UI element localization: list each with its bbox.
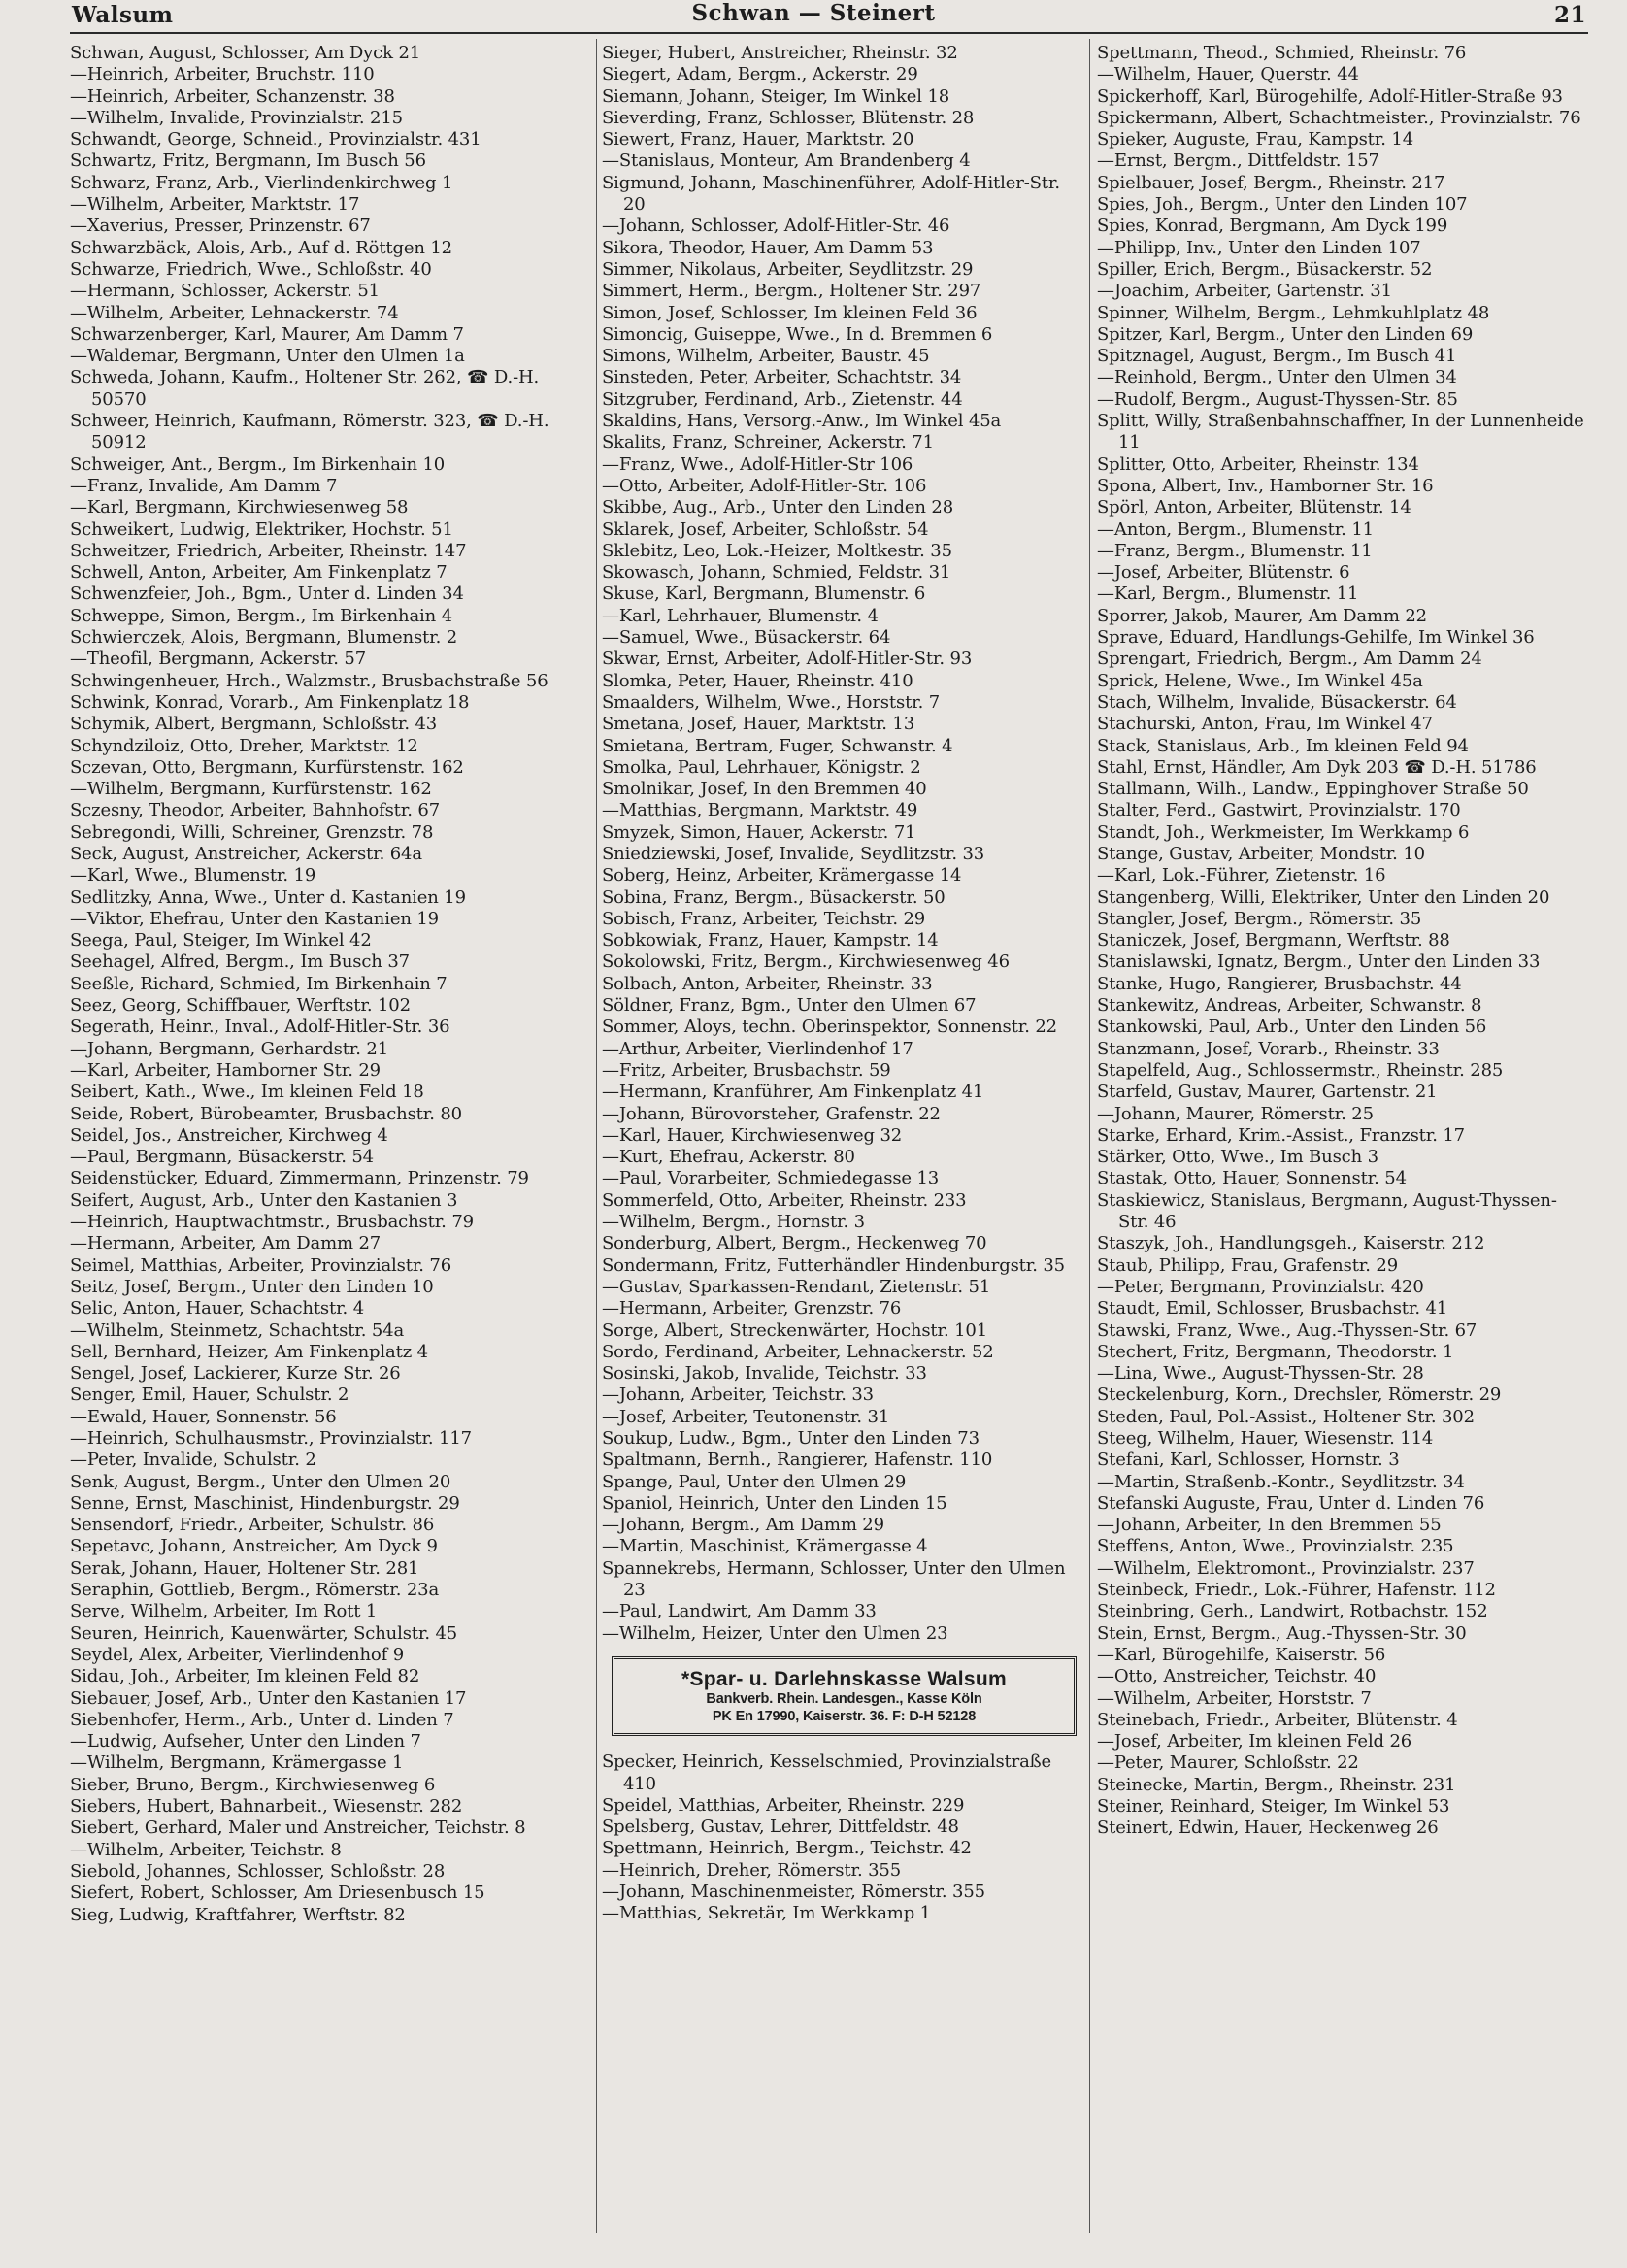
directory-entry: —Hermann, Kranführer, Am Finkenplatz 41 [602, 1082, 984, 1103]
directory-entry: —Rudolf, Bergm., August-Thyssen-Str. 85 [1097, 388, 1458, 410]
directory-entry: Siegert, Adam, Bergm., Ackerstr. 29 [602, 64, 918, 85]
directory-entry: —Paul, Vorarbeiter, Schmiedegasse 13 [602, 1168, 940, 1189]
directory-entry: —Karl, Bürogehilfe, Kaiserstr. 56 [1097, 1644, 1386, 1665]
directory-entry: Schweitzer, Friedrich, Arbeiter, Rheinstr. 147 [70, 540, 467, 561]
directory-entry: —Theofil, Bergmann, Ackerstr. 57 [70, 649, 367, 670]
directory-entry: —Karl, Bergmann, Kirchwiesenweg 58 [70, 497, 409, 518]
directory-entry: —Johann, Schlosser, Adolf-Hitler-Str. 46 [602, 216, 950, 237]
directory-entry: Seez, Georg, Schiffbauer, Werftstr. 102 [70, 995, 411, 1017]
directory-entry: Skowasch, Johann, Schmied, Feldstr. 31 [602, 562, 951, 584]
directory-entry: —Ernst, Bergm., Dittfeldstr. 157 [1097, 150, 1379, 172]
directory-entry: Starke, Erhard, Krim.-Assist., Franzstr. 17 [1097, 1124, 1465, 1146]
directory-entry: Stallmann, Wilh., Landw., Eppinghover Straße 50 [1097, 779, 1529, 800]
directory-entry: Seide, Robert, Bürobeamter, Brusbachstr. 80 [70, 1103, 462, 1124]
directory-entry: Stechert, Fritz, Bergmann, Theodorstr. 1 [1097, 1341, 1454, 1362]
directory-entry: —Viktor, Ehefrau, Unter den Kastanien 19 [70, 908, 439, 929]
directory-entry: Splitt, Willy, Straßenbahnschaffner, In der Lunnenheide 11 [1097, 411, 1584, 453]
directory-entry: Sklebitz, Leo, Lok.-Heizer, Moltkestr. 35 [602, 540, 952, 561]
directory-entry: Staudt, Emil, Schlosser, Brusbachstr. 41 [1097, 1298, 1448, 1319]
directory-entry: Skaldins, Hans, Versorg.-Anw., Im Winkel 45a [602, 411, 1002, 432]
directory-entry: Stefani, Karl, Schlosser, Hornstr. 3 [1097, 1450, 1400, 1471]
directory-entry: Sitzgruber, Ferdinand, Arb., Zietenstr. 44 [602, 388, 963, 410]
directory-entry: Seimel, Matthias, Arbeiter, Provinzialstr. 76 [70, 1254, 452, 1276]
column-divider [596, 39, 597, 2233]
directory-entry: Spona, Albert, Inv., Hamborner Str. 16 [1097, 475, 1434, 496]
directory-entry: —Kurt, Ehefrau, Ackerstr. 80 [602, 1147, 855, 1168]
page-number: 21 [1553, 2, 1586, 28]
directory-entry: —Josef, Arbeiter, Teutonenstr. 31 [602, 1406, 890, 1427]
directory-entry: Standt, Joh., Werkmeister, Im Werkkamp 6 [1097, 821, 1470, 843]
directory-entry: Siebert, Gerhard, Maler und Anstreicher, Teichstr. 8 [70, 1818, 526, 1839]
directory-entry: Spieker, Auguste, Frau, Kampstr. 14 [1097, 129, 1413, 150]
directory-entry: —Martin, Straßenb.-Kontr., Seydlitzstr. 34 [1097, 1471, 1465, 1492]
directory-entry: —Joachim, Arbeiter, Gartenstr. 31 [1097, 281, 1392, 302]
directory-entry: —Franz, Wwe., Adolf-Hitler-Str 106 [602, 453, 913, 475]
directory-entry: —Peter, Invalide, Schulstr. 2 [70, 1450, 316, 1471]
directory-entry: Spange, Paul, Unter den Ulmen 29 [602, 1471, 907, 1492]
directory-entry: —Ludwig, Aufseher, Unter den Linden 7 [70, 1731, 421, 1752]
directory-entry: Schwan, August, Schlosser, Am Dyck 21 [70, 43, 421, 63]
directory-entry: —Karl, Arbeiter, Hamborner Str. 29 [70, 1059, 381, 1081]
directory-entry: —Johann, Maurer, Römerstr. 25 [1097, 1103, 1374, 1124]
directory-entry: Sklarek, Josef, Arbeiter, Schloßstr. 54 [602, 518, 929, 540]
directory-entry: Schwarze, Friedrich, Wwe., Schloßstr. 40 [70, 258, 432, 280]
directory-entry: Schweer, Heinrich, Kaufmann, Römerstr. 323, ☎ D.-H. 50912 [70, 411, 549, 453]
advertisement-box [612, 1656, 1077, 1736]
directory-entry: —Matthias, Bergmann, Marktstr. 49 [602, 800, 918, 821]
directory-entry: —Peter, Maurer, Schloßstr. 22 [1097, 1752, 1359, 1774]
directory-entry: Skwar, Ernst, Arbeiter, Adolf-Hitler-Str. 93 [602, 649, 973, 670]
directory-entry: —Lina, Wwe., August-Thyssen-Str. 28 [1097, 1363, 1424, 1384]
directory-entry: —Wilhelm, Bergmann, Kurfürstenstr. 162 [70, 779, 432, 800]
directory-entry: Seidel, Jos., Anstreicher, Kirchweg 4 [70, 1124, 388, 1146]
directory-entry: Senger, Emil, Hauer, Schulstr. 2 [70, 1384, 349, 1406]
directory-entry: Skalits, Franz, Schreiner, Ackerstr. 71 [602, 432, 934, 453]
directory-entry: Schweda, Johann, Kaufm., Holtener Str. 262, ☎ D.-H. 50570 [70, 367, 540, 410]
directory-entry: Stangenberg, Willi, Elektriker, Unter den Linden 20 [1097, 886, 1550, 908]
directory-entry: —Stanislaus, Monteur, Am Brandenberg 4 [602, 150, 971, 172]
directory-entry: Siebold, Johannes, Schlosser, Schloßstr. 28 [70, 1860, 446, 1882]
directory-entry: —Philipp, Inv., Unter den Linden 107 [1097, 237, 1421, 258]
directory-entry: Simon, Josef, Schlosser, Im kleinen Feld 36 [602, 302, 978, 323]
directory-entry: —Franz, Invalide, Am Damm 7 [70, 475, 338, 496]
directory-entry: Spitznagel, August, Bergm., Im Busch 41 [1097, 346, 1457, 367]
directory-entry: Sigmund, Johann, Maschinenführer, Adolf-Hitler-Str. 20 [602, 172, 1060, 216]
directory-entry: —Karl, Lehrhauer, Blumenstr. 4 [602, 605, 879, 626]
directory-entry: Schwink, Konrad, Vorarb., Am Finkenplatz 18 [70, 691, 470, 713]
directory-entry: Senne, Ernst, Maschinist, Hindenburgstr. 29 [70, 1492, 460, 1514]
directory-entry: Sobisch, Franz, Arbeiter, Teichstr. 29 [602, 908, 926, 929]
directory-entry: Selic, Anton, Hauer, Schachtstr. 4 [70, 1298, 365, 1319]
directory-entry: Stastak, Otto, Hauer, Sonnenstr. 54 [1097, 1168, 1407, 1189]
directory-entry: —Josef, Arbeiter, Im kleinen Feld 26 [1097, 1731, 1412, 1752]
directory-entry: Siefert, Robert, Schlosser, Am Driesenbusch 15 [70, 1883, 485, 1904]
directory-entry: —Wilhelm, Hauer, Querstr. 44 [1097, 64, 1359, 85]
directory-entry: —Wilhelm, Arbeiter, Marktstr. 17 [70, 194, 360, 216]
directory-entry: Staskiewicz, Stanislaus, Bergmann, August-Thyssen-Str. 46 [1097, 1189, 1557, 1233]
directory-entry: Sczevan, Otto, Bergmann, Kurfürstenstr. 162 [70, 756, 464, 778]
directory-entry: Sebregondi, Willi, Schreiner, Grenzstr. 78 [70, 821, 434, 843]
directory-entry: —Wilhelm, Steinmetz, Schachtstr. 54a [70, 1319, 405, 1341]
directory-entry: Schweikert, Ludwig, Elektriker, Hochstr. 51 [70, 518, 453, 540]
directory-entry: —Wilhelm, Invalide, Provinzialstr. 215 [70, 107, 403, 128]
directory-entry: —Heinrich, Dreher, Römerstr. 355 [602, 1859, 901, 1881]
page-header-title: Schwan — Steinert [691, 0, 936, 26]
directory-entry: Sieger, Hubert, Anstreicher, Rheinstr. 32 [602, 43, 958, 63]
directory-entry: —Wilhelm, Heizer, Unter den Ulmen 23 [602, 1622, 948, 1644]
directory-entry: Sordo, Ferdinand, Arbeiter, Lehnackerstr. 52 [602, 1341, 994, 1362]
directory-entry: Splitter, Otto, Arbeiter, Rheinstr. 134 [1097, 453, 1419, 475]
directory-entry: Siebers, Hubert, Bahnarbeit., Wiesenstr. 282 [70, 1796, 463, 1818]
directory-entry: —Johann, Arbeiter, Teichstr. 33 [602, 1384, 874, 1406]
directory-entry: —Karl, Wwe., Blumenstr. 19 [70, 865, 316, 886]
directory-entry: Steeg, Wilhelm, Hauer, Wiesenstr. 114 [1097, 1428, 1434, 1449]
column-1 [70, 43, 594, 2256]
directory-entry: Sieg, Ludwig, Kraftfahrer, Werftstr. 82 [70, 1904, 406, 1925]
directory-entry: Smietana, Bertram, Fuger, Schwanstr. 4 [602, 735, 953, 756]
directory-entry: Soukup, Ludw., Bgm., Unter den Linden 73 [602, 1428, 980, 1449]
directory-entry: Schwarzbäck, Alois, Arb., Auf d. Röttgen 12 [70, 237, 452, 258]
directory-entry: —Gustav, Sparkassen-Rendant, Zietenstr. 51 [602, 1276, 991, 1297]
directory-entry: Schwandt, George, Schneid., Provinzialstr. 431 [70, 129, 481, 150]
directory-entry: —Johann, Arbeiter, In den Bremmen 55 [1097, 1515, 1442, 1536]
directory-entry: —Wilhelm, Arbeiter, Horststr. 7 [1097, 1687, 1372, 1709]
directory-entry: Sommer, Aloys, techn. Oberinspektor, Sonnenstr. 22 [602, 1017, 1057, 1038]
directory-entry: Sondermann, Fritz, Futterhändler Hindenburgstr. 35 [602, 1254, 1065, 1276]
directory-entry: Schweiger, Ant., Bergm., Im Birkenhain 10 [70, 453, 446, 475]
directory-entry: Sorge, Albert, Streckenwärter, Hochstr. 101 [602, 1319, 988, 1341]
directory-entry: Söldner, Franz, Bgm., Unter den Ulmen 67 [602, 995, 977, 1017]
directory-entry: Simoncig, Guiseppe, Wwe., In d. Bremmen 6 [602, 323, 993, 345]
directory-entry: Stanke, Hugo, Rangierer, Brusbachstr. 44 [1097, 973, 1462, 994]
directory-entry: Stawski, Franz, Wwe., Aug.-Thyssen-Str. 67 [1097, 1319, 1478, 1341]
directory-entry: Seega, Paul, Steiger, Im Winkel 42 [70, 930, 372, 951]
directory-entry: Spettmann, Theod., Schmied, Rheinstr. 76 [1097, 43, 1467, 63]
directory-entry: —Arthur, Arbeiter, Vierlindenhof 17 [602, 1038, 913, 1059]
directory-entry: Seifert, August, Arb., Unter den Kastanien 3 [70, 1189, 458, 1211]
directory-entry: —Wilhelm, Arbeiter, Teichstr. 8 [70, 1839, 342, 1860]
directory-entry: Siebauer, Josef, Arb., Unter den Kastanien 17 [70, 1687, 467, 1709]
directory-entry: Schymik, Albert, Bergmann, Schloßstr. 43 [70, 714, 438, 735]
directory-entry: Sidau, Joh., Arbeiter, Im kleinen Feld 82 [70, 1666, 420, 1687]
directory-entry: Serve, Wilhelm, Arbeiter, Im Rott 1 [70, 1601, 378, 1622]
directory-entry: Stack, Stanislaus, Arb., Im kleinen Feld 94 [1097, 735, 1469, 756]
directory-entry: Stangler, Josef, Bergm., Römerstr. 35 [1097, 908, 1422, 929]
column-divider [1089, 39, 1090, 2233]
directory-entry: Spickerhoff, Karl, Bürogehilfe, Adolf-Hitler-Straße 93 [1097, 85, 1563, 107]
column-2-bottom [602, 1751, 1082, 1924]
directory-entry: Schweppe, Simon, Bergm., Im Birkenhain 4 [70, 605, 452, 626]
directory-entry: Sieber, Bruno, Bergm., Kirchwiesenweg 6 [70, 1774, 436, 1795]
directory-entry: —Johann, Bergm., Am Damm 29 [602, 1515, 884, 1536]
directory-entry: Stachurski, Anton, Frau, Im Winkel 47 [1097, 714, 1433, 735]
directory-entry: Sprengart, Friedrich, Bergm., Am Damm 24 [1097, 649, 1482, 670]
directory-entry: Sieverding, Franz, Schlosser, Blütenstr. 28 [602, 107, 975, 128]
directory-entry: Siemann, Johann, Steiger, Im Winkel 18 [602, 85, 950, 107]
directory-entry: Speidel, Matthias, Arbeiter, Rheinstr. 229 [602, 1794, 965, 1816]
directory-entry: Sinsteden, Peter, Arbeiter, Schachtstr. 34 [602, 367, 962, 388]
directory-entry: Spörl, Anton, Arbeiter, Blütenstr. 14 [1097, 497, 1411, 518]
directory-entry: Stanislawski, Ignatz, Bergm., Unter den Linden 33 [1097, 951, 1541, 973]
directory-entry: Soberg, Heinz, Arbeiter, Krämergasse 14 [602, 865, 962, 886]
directory-entry: Sobina, Franz, Bergm., Büsackerstr. 50 [602, 886, 946, 908]
directory-entry: —Matthias, Sekretär, Im Werkkamp 1 [602, 1903, 931, 1924]
directory-entry: Stein, Ernst, Bergm., Aug.-Thyssen-Str. 30 [1097, 1622, 1467, 1644]
directory-entry: Steinebach, Friedr., Arbeiter, Blütenstr. 4 [1097, 1709, 1458, 1730]
directory-entry: Steinecke, Martin, Bergm., Rheinstr. 231 [1097, 1774, 1456, 1795]
directory-entry: —Paul, Landwirt, Am Damm 33 [602, 1601, 877, 1622]
directory-entry: —Heinrich, Arbeiter, Schanzenstr. 38 [70, 85, 395, 107]
directory-entry: Seehagel, Alfred, Bergm., Im Busch 37 [70, 951, 410, 973]
directory-entry: Schwartz, Fritz, Bergmann, Im Busch 56 [70, 150, 426, 172]
directory-entry: Spettmann, Heinrich, Bergm., Teichstr. 42 [602, 1838, 972, 1859]
directory-entry: —Ewald, Hauer, Sonnenstr. 56 [70, 1406, 337, 1427]
directory-entry: Spickermann, Albert, Schachtmeister., Provinzialstr. 76 [1097, 107, 1581, 128]
directory-entry: Schyndziloiz, Otto, Dreher, Marktstr. 12 [70, 735, 418, 756]
advertisement-title: *Spar- u. Darlehnskasse Walsum [681, 1667, 1007, 1690]
directory-entry: Stankewitz, Andreas, Arbeiter, Schwanstr. 8 [1097, 995, 1482, 1017]
directory-entry: Sikora, Theodor, Hauer, Am Damm 53 [602, 237, 934, 258]
directory-entry: —Wilhelm, Arbeiter, Lehnackerstr. 74 [70, 302, 399, 323]
directory-entry: Sensendorf, Friedr., Arbeiter, Schulstr. 86 [70, 1515, 435, 1536]
directory-entry: Seitz, Josef, Bergm., Unter den Linden 10 [70, 1276, 434, 1297]
directory-entry: Starfeld, Gustav, Maurer, Gartenstr. 21 [1097, 1082, 1438, 1103]
directory-entry: —Hermann, Arbeiter, Grenzstr. 76 [602, 1298, 902, 1319]
directory-entry: Simmert, Herm., Bergm., Holtener Str. 297 [602, 281, 981, 302]
directory-entry: —Fritz, Arbeiter, Brusbachstr. 59 [602, 1059, 891, 1081]
directory-entry: —Wilhelm, Bergmann, Krämergasse 1 [70, 1752, 404, 1774]
directory-entry: Schwarz, Franz, Arb., Vierlindenkirchweg 1 [70, 172, 453, 193]
directory-entry: Spaniol, Heinrich, Unter den Linden 15 [602, 1492, 947, 1514]
page-header-place: Walsum [72, 2, 174, 28]
directory-entry: Sczesny, Theodor, Arbeiter, Bahnhofstr. 67 [70, 800, 440, 821]
directory-entry: Stefanski Auguste, Frau, Unter d. Linden 76 [1097, 1492, 1485, 1514]
directory-entry: Steinbring, Gerh., Landwirt, Rotbachstr. 152 [1097, 1601, 1488, 1622]
directory-entry: Sniedziewski, Josef, Invalide, Seydlitzstr. 33 [602, 843, 985, 864]
directory-entry: Spitzer, Karl, Bergm., Unter den Linden 69 [1097, 323, 1474, 345]
directory-entry: —Otto, Arbeiter, Adolf-Hitler-Str. 106 [602, 475, 927, 496]
directory-entry: —Karl, Bergm., Blumenstr. 11 [1097, 584, 1359, 605]
directory-entry: Steiner, Reinhard, Steiger, Im Winkel 53 [1097, 1796, 1450, 1818]
directory-entry: —Karl, Hauer, Kirchwiesenweg 32 [602, 1124, 903, 1146]
advertisement-line: PK En 17990, Kaiserstr. 36. F: D-H 52128 [712, 1709, 977, 1725]
directory-entry: Sprick, Helene, Wwe., Im Winkel 45a [1097, 670, 1423, 691]
directory-entry: Staszyk, Joh., Handlungsgeh., Kaiserstr. 212 [1097, 1233, 1485, 1254]
directory-entry: Schwingenheuer, Hrch., Walzmstr., Brusbachstraße 56 [70, 670, 548, 691]
directory-entry: —Heinrich, Hauptwachtmstr., Brusbachstr. 79 [70, 1212, 474, 1233]
directory-entry: Smolka, Paul, Lehrhauer, Königstr. 2 [602, 756, 921, 778]
directory-entry: Stärker, Otto, Wwe., Im Busch 3 [1097, 1147, 1378, 1168]
directory-entry: —Xaverius, Presser, Prinzenstr. 67 [70, 216, 371, 237]
directory-entry: Spiller, Erich, Bergm., Büsackerstr. 52 [1097, 258, 1433, 280]
directory-entry: Steckelenburg, Korn., Drechsler, Römerstr. 29 [1097, 1384, 1502, 1406]
directory-entry: —Heinrich, Arbeiter, Bruchstr. 110 [70, 64, 375, 85]
directory-entry: Spinner, Wilhelm, Bergm., Lehmkuhlplatz 48 [1097, 302, 1490, 323]
directory-entry: —Anton, Bergm., Blumenstr. 11 [1097, 518, 1374, 540]
directory-entry: Seeßle, Richard, Schmied, Im Birkenhain 7 [70, 973, 448, 994]
directory-entry: —Otto, Anstreicher, Teichstr. 40 [1097, 1666, 1377, 1687]
directory-entry: Siewert, Franz, Hauer, Marktstr. 20 [602, 129, 914, 150]
header-rule [70, 32, 1588, 34]
directory-entry: Stalter, Ferd., Gastwirt, Provinzialstr. 170 [1097, 800, 1461, 821]
directory-entry: Spaltmann, Bernh., Rangierer, Hafenstr. 110 [602, 1450, 993, 1471]
directory-entry: —Wilhelm, Bergm., Hornstr. 3 [602, 1212, 865, 1233]
directory-entry: Seydel, Alex, Arbeiter, Vierlindenhof 9 [70, 1644, 405, 1665]
directory-entry: Sedlitzky, Anna, Wwe., Unter d. Kastanien 19 [70, 886, 466, 908]
directory-entry: Seidenstücker, Eduard, Zimmermann, Prinzenstr. 79 [70, 1168, 529, 1189]
directory-entry: Spannekrebs, Hermann, Schlosser, Unter den Ulmen 23 [602, 1557, 1066, 1601]
directory-entry: —Johann, Maschinenmeister, Römerstr. 355 [602, 1882, 985, 1903]
directory-entry: Smolnikar, Josef, In den Bremmen 40 [602, 779, 927, 800]
directory-entry: Solbach, Anton, Arbeiter, Rheinstr. 33 [602, 973, 933, 994]
directory-entry: Stange, Gustav, Arbeiter, Mondstr. 10 [1097, 843, 1425, 864]
directory-entry: Schwenzfeier, Joh., Bgm., Unter d. Linden 34 [70, 584, 464, 605]
directory-entry: Siebenhofer, Herm., Arb., Unter d. Linden 7 [70, 1709, 454, 1730]
advertisement-line: Bankverb. Rhein. Landesgen., Kasse Köln [706, 1691, 982, 1708]
directory-entry: Segerath, Heinr., Inval., Adolf-Hitler-Str. 36 [70, 1017, 450, 1038]
directory-entry: Schwarzenberger, Karl, Maurer, Am Damm 7 [70, 323, 464, 345]
directory-entry: Spies, Konrad, Bergmann, Am Dyck 199 [1097, 216, 1448, 237]
directory-entry: Sonderburg, Albert, Bergm., Heckenweg 70 [602, 1233, 987, 1254]
directory-entry: Simmer, Nikolaus, Arbeiter, Seydlitzstr. 29 [602, 258, 974, 280]
directory-entry: Sommerfeld, Otto, Arbeiter, Rheinstr. 233 [602, 1189, 967, 1211]
column-3 [1097, 43, 1587, 2256]
directory-entry: Steden, Paul, Pol.-Assist., Holtener Str. 302 [1097, 1406, 1475, 1427]
directory-entry: Seuren, Heinrich, Kauenwärter, Schulstr. 45 [70, 1622, 458, 1644]
directory-entry: Staniczek, Josef, Bergmann, Werftstr. 88 [1097, 930, 1450, 951]
directory-entry: Smetana, Josef, Hauer, Marktstr. 13 [602, 714, 915, 735]
directory-entry: —Johann, Bürovorsteher, Grafenstr. 22 [602, 1103, 941, 1124]
directory-entry: Sokolowski, Fritz, Bergm., Kirchwiesenweg 46 [602, 951, 1010, 973]
directory-entry: —Waldemar, Bergmann, Unter den Ulmen 1a [70, 346, 465, 367]
directory-entry: —Hermann, Schlosser, Ackerstr. 51 [70, 281, 380, 302]
directory-entry: Stanzmann, Josef, Vorarb., Rheinstr. 33 [1097, 1038, 1440, 1059]
directory-entry: Skibbe, Aug., Arb., Unter den Linden 28 [602, 497, 954, 518]
directory-entry: Spies, Joh., Bergm., Unter den Linden 107 [1097, 194, 1468, 216]
directory-entry: —Peter, Bergmann, Provinzialstr. 420 [1097, 1276, 1424, 1297]
directory-entry: —Heinrich, Schulhausmstr., Provinzialstr. 117 [70, 1428, 472, 1449]
directory-entry: Simons, Wilhelm, Arbeiter, Baustr. 45 [602, 346, 930, 367]
directory-entry: Sporrer, Jakob, Maurer, Am Damm 22 [1097, 605, 1427, 626]
directory-entry: —Paul, Bergmann, Büsackerstr. 54 [70, 1147, 374, 1168]
directory-entry: Sobkowiak, Franz, Hauer, Kampstr. 14 [602, 930, 939, 951]
directory-entry: Senk, August, Bergm., Unter den Ulmen 20 [70, 1471, 451, 1492]
directory-entry: —Samuel, Wwe., Büsackerstr. 64 [602, 627, 891, 649]
directory-entry: Seraphin, Gottlieb, Bergm., Römerstr. 23a [70, 1580, 440, 1601]
directory-entry: Steinbeck, Friedr., Lok.-Führer, Hafenstr. 112 [1097, 1580, 1496, 1601]
directory-entry: Stahl, Ernst, Händler, Am Dyk 203 ☎ D.-H. 51786 [1097, 756, 1537, 778]
directory-entry: Skuse, Karl, Bergmann, Blumenstr. 6 [602, 584, 926, 605]
directory-entry: Seibert, Kath., Wwe., Im kleinen Feld 18 [70, 1082, 424, 1103]
directory-entry: Slomka, Peter, Hauer, Rheinstr. 410 [602, 670, 913, 691]
directory-entry: Sell, Bernhard, Heizer, Am Finkenplatz 4 [70, 1341, 428, 1362]
directory-entry: Spelsberg, Gustav, Lehrer, Dittfeldstr. 48 [602, 1817, 959, 1838]
directory-entry: —Hermann, Arbeiter, Am Damm 27 [70, 1233, 382, 1254]
directory-entry: —Wilhelm, Elektromont., Provinzialstr. 237 [1097, 1557, 1475, 1579]
directory-entry: Sprave, Eduard, Handlungs-Gehilfe, Im Winkel 36 [1097, 627, 1535, 649]
directory-entry: Schwell, Anton, Arbeiter, Am Finkenplatz 7 [70, 562, 448, 584]
directory-entry: Sengel, Josef, Lackierer, Kurze Str. 26 [70, 1363, 401, 1384]
directory-entry: —Josef, Arbeiter, Blütenstr. 6 [1097, 562, 1350, 584]
column-2-top [602, 43, 1082, 1645]
directory-entry: Staub, Philipp, Frau, Grafenstr. 29 [1097, 1254, 1398, 1276]
directory-entry: —Martin, Maschinist, Krämergasse 4 [602, 1536, 928, 1557]
directory-entry: Schwierczek, Alois, Bergmann, Blumenstr. 2 [70, 627, 458, 649]
directory-entry: Steinert, Edwin, Hauer, Heckenweg 26 [1097, 1818, 1439, 1839]
directory-entry: —Karl, Lok.-Führer, Zietenstr. 16 [1097, 865, 1386, 886]
column-2 [602, 43, 1082, 2256]
directory-entry: —Franz, Bergm., Blumenstr. 11 [1097, 540, 1373, 561]
directory-entry: Spielbauer, Josef, Bergm., Rheinstr. 217 [1097, 172, 1445, 193]
directory-entry: Smaalders, Wilhelm, Wwe., Horststr. 7 [602, 691, 941, 713]
directory-entry: Serak, Johann, Hauer, Holtener Str. 281 [70, 1557, 419, 1579]
directory-entry: Stankowski, Paul, Arb., Unter den Linden 56 [1097, 1017, 1487, 1038]
directory-entry: Stapelfeld, Aug., Schlossermstr., Rheinstr. 285 [1097, 1059, 1504, 1081]
directory-entry: Smyzek, Simon, Hauer, Ackerstr. 71 [602, 821, 916, 843]
directory-entry: Sosinski, Jakob, Invalide, Teichstr. 33 [602, 1363, 927, 1384]
directory-entry: Steffens, Anton, Wwe., Provinzialstr. 235 [1097, 1536, 1454, 1557]
directory-entry: —Johann, Bergmann, Gerhardstr. 21 [70, 1038, 389, 1059]
directory-entry: Sepetavc, Johann, Anstreicher, Am Dyck 9 [70, 1536, 438, 1557]
directory-entry: Specker, Heinrich, Kesselschmied, Provinzialstraße 410 [602, 1751, 1052, 1794]
directory-entry: Stach, Wilhelm, Invalide, Büsackerstr. 64 [1097, 691, 1457, 713]
directory-entry: Seck, August, Anstreicher, Ackerstr. 64a [70, 843, 422, 864]
directory-entry: —Reinhold, Bergm., Unter den Ulmen 34 [1097, 367, 1457, 388]
